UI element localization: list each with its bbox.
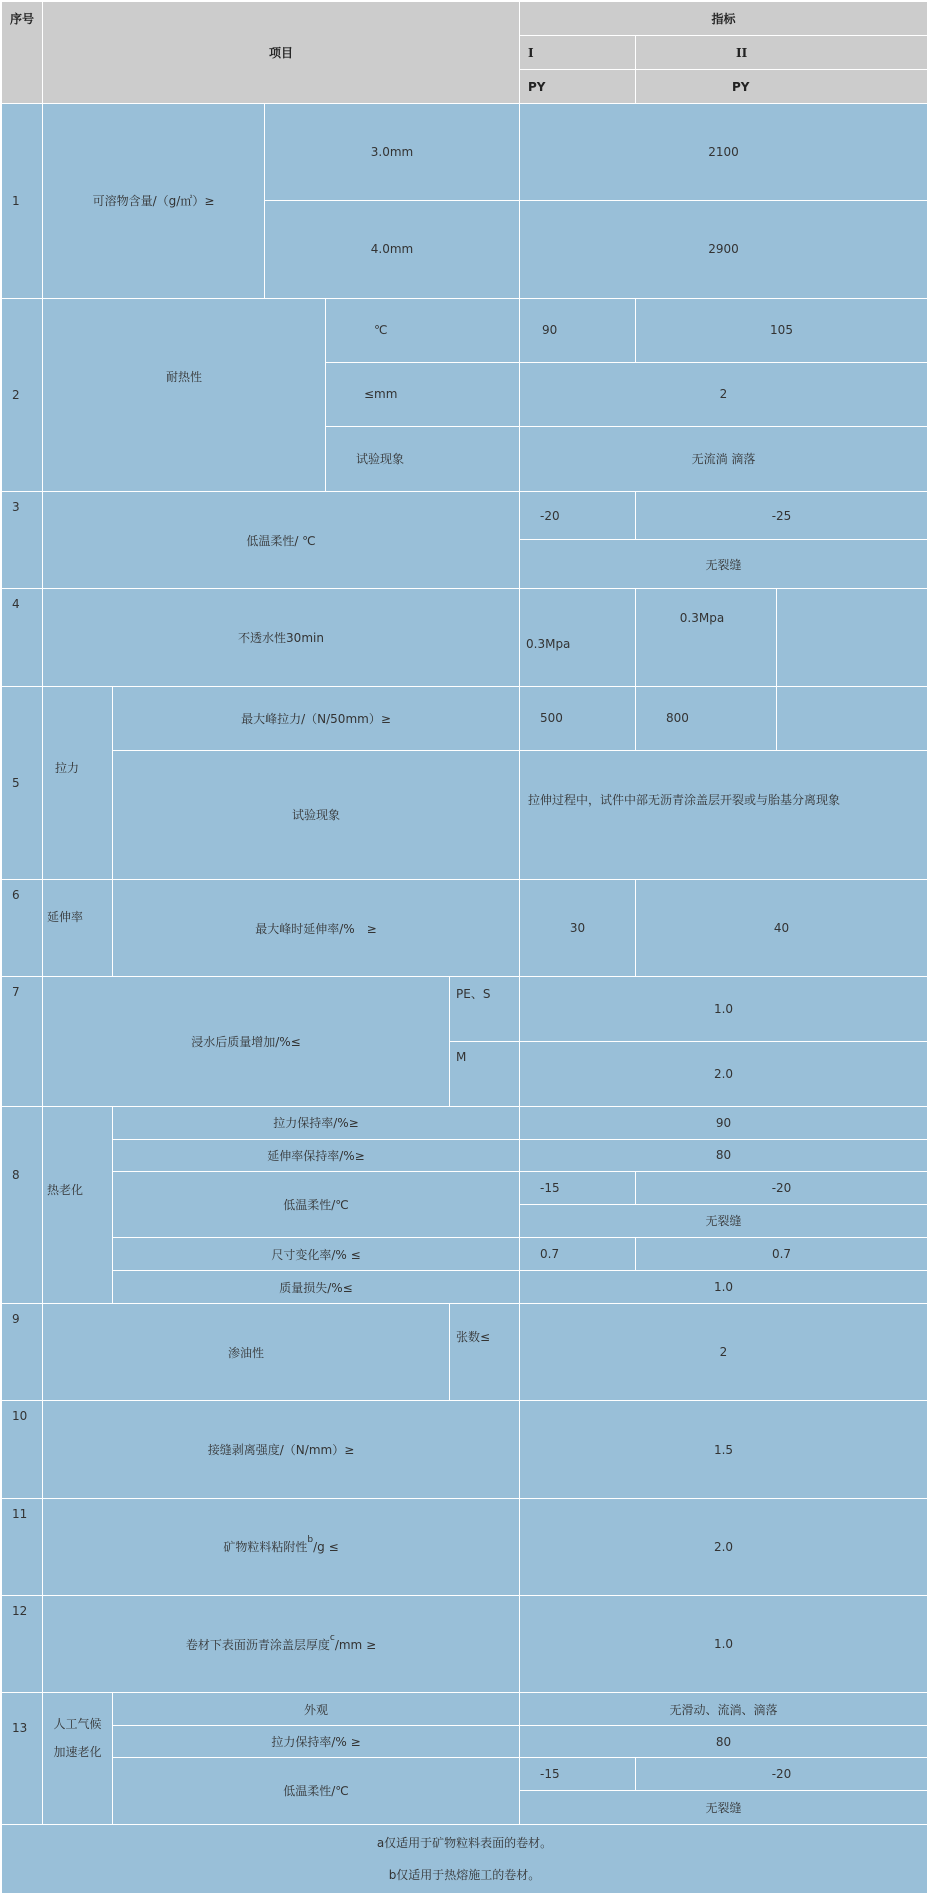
sub-item-label: 试验现象	[326, 426, 520, 491]
value-cell: 无裂缝	[520, 1204, 928, 1237]
value-cell: 拉伸过程中，试件中部无沥青涂盖层开裂或与胎基分离现象	[520, 750, 928, 879]
table-row	[2, 589, 928, 686]
sub-item-label: 低温柔性/℃	[113, 1758, 520, 1824]
item-label: 最大峰时延伸率/% ≥	[113, 880, 520, 977]
header-grade-2: II	[636, 36, 928, 70]
item-label: 可溶物含量/（g/㎡）≥	[43, 104, 265, 299]
sub-item-label: 拉力保持率/% ≥	[113, 1726, 520, 1758]
table-header	[2, 2, 928, 104]
group-label-line: 加速老化	[53, 1745, 102, 1760]
table-row	[2, 1693, 928, 1726]
table-row	[2, 750, 928, 879]
table-row	[2, 977, 928, 1041]
sub-item-label: 4.0mm	[265, 201, 520, 298]
table-row	[2, 1271, 928, 1304]
row-number: 10	[2, 1401, 43, 1498]
value-cell: 1.0	[520, 977, 928, 1041]
table-row	[2, 1139, 928, 1171]
sub-item-label: 拉力保持率/%≥	[113, 1106, 520, 1139]
value-cell: 0.3Mpa	[520, 589, 636, 686]
header-py-1: PY	[520, 70, 636, 104]
value-cell: 2.0	[520, 1041, 928, 1106]
value-cell: 无滑动、流淌、滴落	[520, 1693, 928, 1726]
table-row	[2, 1106, 928, 1139]
table-row	[2, 1498, 928, 1595]
sub-item-label: 延伸率保持率/%≥	[113, 1139, 520, 1171]
group-label: 延伸率	[43, 880, 113, 977]
sub-item-label: 尺寸变化率/% ≤	[113, 1238, 520, 1271]
row-number: 9	[2, 1304, 43, 1401]
value-cell: 40	[636, 880, 928, 977]
group-label: 热老化	[43, 1106, 113, 1303]
sub-item-label: M	[450, 1041, 520, 1106]
item-label: 低温柔性/ ℃	[43, 492, 520, 589]
sub-item-label: 3.0mm	[265, 104, 520, 201]
empty-cell	[777, 589, 928, 686]
value-cell: 80	[520, 1726, 928, 1758]
header-py-2: PY	[636, 70, 928, 104]
value-cell: 2100	[520, 104, 928, 201]
table-row	[2, 298, 928, 362]
header-item: 项目	[43, 2, 520, 104]
table-body	[2, 104, 928, 1894]
sub-item-label: 低温柔性/℃	[113, 1171, 520, 1237]
row-number: 5	[2, 686, 43, 880]
item-label: 耐热性	[43, 298, 326, 492]
item-label: 浸水后质量增加/%≤	[43, 977, 450, 1106]
value-cell: -20	[636, 1758, 928, 1791]
value-cell: 30	[520, 880, 636, 977]
table-row	[2, 492, 928, 540]
value-cell: 2.0	[520, 1498, 928, 1595]
value-cell: 90	[520, 1106, 928, 1139]
value-cell: 0.3Mpa	[636, 589, 777, 686]
footnote-b: b仅适用于热熔施工的卷材。	[388, 1867, 541, 1882]
table-row	[2, 880, 928, 977]
value-cell: -25	[636, 492, 928, 540]
item-label	[43, 1498, 520, 1595]
value-cell: -15	[520, 1758, 636, 1791]
item-label	[43, 1595, 520, 1692]
value-cell: -15	[520, 1171, 636, 1204]
value-cell: 1.5	[520, 1401, 928, 1498]
table-row	[2, 1758, 928, 1791]
value-cell: 1.0	[520, 1595, 928, 1692]
table-row	[2, 1595, 928, 1692]
value-cell: 无裂缝	[520, 540, 928, 589]
row-number: 1	[2, 104, 43, 299]
group-label-line: 人工气候	[53, 1717, 102, 1732]
sub-item-label: ℃	[326, 298, 520, 362]
item-label: 不透水性30min	[43, 589, 520, 686]
value-cell: 80	[520, 1139, 928, 1171]
table-row	[2, 1171, 928, 1204]
row-number: 4	[2, 589, 43, 686]
table-row	[2, 104, 928, 201]
value-cell: 2	[520, 1304, 928, 1401]
footnote-marker: b	[307, 1535, 314, 1546]
group-label: 拉力	[43, 686, 113, 880]
sub-item-label: 试验现象	[113, 750, 520, 879]
row-number: 3	[2, 492, 43, 589]
header-index: 指标	[520, 2, 928, 36]
table-row	[2, 1238, 928, 1271]
value-cell: 0.7	[636, 1238, 928, 1271]
sub-item-label: 最大峰拉力/（N/50mm）≥	[113, 686, 520, 750]
table-row	[2, 1401, 928, 1498]
footnotes	[2, 1824, 928, 1893]
value-cell: 90	[520, 298, 636, 362]
value-cell: 无流淌 滴落	[520, 426, 928, 491]
spec-table	[1, 1, 928, 1894]
item-label: 渗油性	[43, 1304, 450, 1401]
sub-item-label: ≤mm	[326, 362, 520, 426]
item-label-unit: /mm ≥	[334, 1637, 377, 1652]
row-number: 2	[2, 298, 43, 492]
header-grade-1: I	[520, 36, 636, 70]
item-label: 接缝剥离强度/（N/mm）≥	[43, 1401, 520, 1498]
table-row	[2, 1304, 928, 1401]
header-seq: 序号	[2, 2, 43, 104]
row-number: 8	[2, 1106, 43, 1303]
footnote-row	[2, 1824, 928, 1893]
item-label-unit: /g ≤	[313, 1540, 339, 1555]
value-cell: 1.0	[520, 1271, 928, 1304]
value-cell: 105	[636, 298, 928, 362]
value-cell: 无裂缝	[520, 1791, 928, 1824]
value-cell: -20	[636, 1171, 928, 1204]
value-cell: 2	[520, 362, 928, 426]
value-cell: -20	[520, 492, 636, 540]
empty-cell	[777, 686, 928, 750]
row-number: 13	[2, 1693, 43, 1824]
sub-item-label: 外观	[113, 1693, 520, 1726]
row-number: 7	[2, 977, 43, 1106]
group-label	[43, 1693, 113, 1824]
sub-item-label: 质量损失/%≤	[113, 1271, 520, 1304]
sub-item-label: 张数≤	[450, 1304, 520, 1401]
row-number: 12	[2, 1595, 43, 1692]
table-row	[2, 686, 928, 750]
footnote-a: a仅适用于矿物粒料表面的卷材。	[376, 1835, 553, 1850]
table-row	[2, 1726, 928, 1758]
row-number: 11	[2, 1498, 43, 1595]
item-label-main: 矿物粒料粘附性	[223, 1540, 308, 1555]
value-cell: 800	[636, 686, 777, 750]
value-cell: 2900	[520, 201, 928, 298]
value-cell: 500	[520, 686, 636, 750]
footnote-marker: c	[329, 1632, 335, 1643]
sub-item-label: PE、S	[450, 977, 520, 1041]
value-cell: 0.7	[520, 1238, 636, 1271]
item-label-main: 卷材下表面沥青涂盖层厚度	[185, 1637, 330, 1652]
row-number: 6	[2, 880, 43, 977]
